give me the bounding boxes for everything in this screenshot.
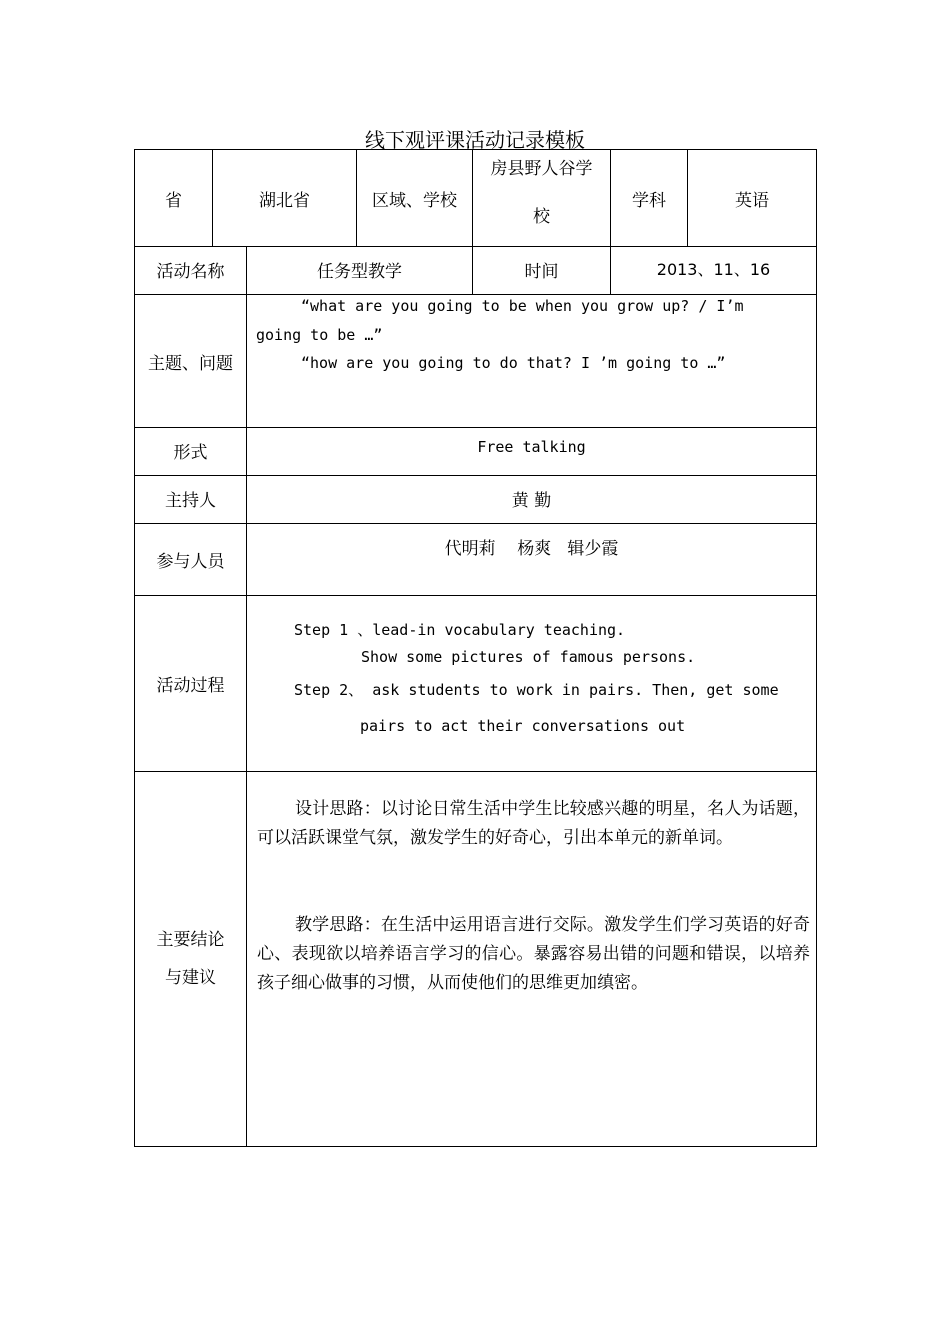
- process-line-4: pairs to act their conversations out: [360, 717, 686, 735]
- participants-label: 参与人员: [156, 552, 225, 572]
- host-label: 主持人: [165, 491, 216, 511]
- process-line-1: Step 1 、lead-in vocabulary teaching.: [294, 621, 626, 639]
- activity-label: 活动名称: [156, 262, 225, 282]
- process-line-2: Show some pictures of famous persons.: [361, 648, 696, 666]
- school-line-2: 校: [533, 207, 550, 227]
- topic-line-1: “what are you going to be when you grow up? / I’m: [301, 297, 744, 315]
- record-table: [134, 149, 817, 1147]
- conclusion-para-2: 教学思路：在生活中运用语言进行交际。激发学生们学习英语的好奇心、表现欲以培养语言学习的信心。暴露容易出错的问题和错误，以培养孩子细心做事的习惯，从而使他们的思维更加缜密。: [257, 915, 810, 993]
- province-label: 省: [165, 190, 182, 211]
- row-process: [135, 595, 816, 771]
- activity-value: 任务型教学: [246, 247, 472, 294]
- process-line-3: Step 2、 ask students to work in pairs. Then, get some: [294, 681, 779, 699]
- row-topic: [135, 294, 816, 427]
- conclusion-label: [135, 772, 246, 1146]
- page-title: 线下观评课活动记录模板: [365, 128, 585, 152]
- row-participants: [135, 523, 816, 595]
- topic-content: [246, 295, 816, 427]
- school-line-1: 房县野人谷学: [490, 159, 593, 179]
- time-value: 2013、11、16: [610, 247, 816, 294]
- time-label: 时间: [472, 247, 610, 294]
- topic-line-2: going to be …”: [256, 326, 383, 344]
- row-conclusion: [135, 771, 816, 1146]
- process-label: 活动过程: [156, 676, 225, 696]
- conclusion-label-line-1: 主要结论: [156, 930, 225, 950]
- row-province: [135, 150, 816, 246]
- conclusion-label-line-2: 与建议: [165, 968, 216, 988]
- province-value: 湖北省: [212, 150, 356, 246]
- row-activity: [135, 246, 816, 294]
- row-host: [135, 475, 816, 523]
- conclusion-content: [246, 772, 816, 1146]
- subject-value: 英语: [687, 150, 816, 246]
- process-content: [246, 596, 816, 771]
- subject-label: 学科: [610, 150, 687, 246]
- form-value: Free talking: [246, 428, 816, 475]
- conclusion-para-1: 设计思路：以讨论日常生活中学生比较感兴趣的明星，名人为话题，可以活跃课堂气氛，激发学生的好奇心，引出本单元的新单词。: [257, 799, 810, 848]
- host-value: 黄 勤: [246, 476, 816, 523]
- topic-label: 主题、问题: [148, 353, 233, 374]
- school-value: [472, 150, 610, 246]
- row-form: [135, 427, 816, 475]
- area-label: 区域、学校: [356, 150, 472, 246]
- participants-value: 代明莉 杨爽 辑少霞: [246, 524, 816, 595]
- form-label: 形式: [173, 443, 208, 463]
- topic-line-3: “how are you going to do that? I ’m going to …”: [301, 354, 726, 372]
